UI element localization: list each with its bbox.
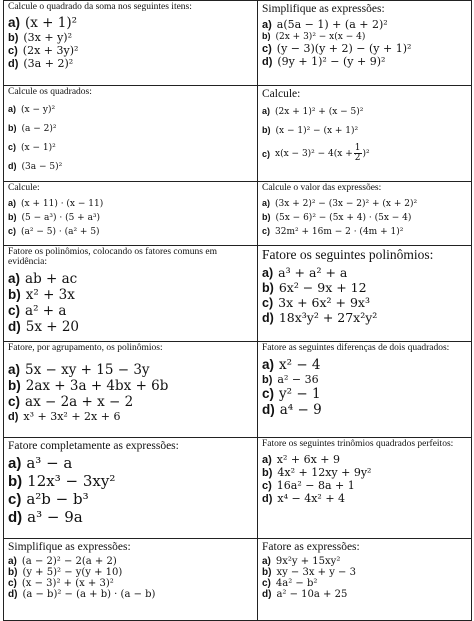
- exercise-cell: [4, 246, 258, 342]
- exercise-item: [8, 44, 253, 57]
- exercise-item: [8, 303, 253, 319]
- exercise-row: [4, 86, 472, 182]
- exercise-item: [8, 161, 253, 172]
- item-expression: x² − 4: [279, 356, 321, 373]
- exercise-item: [262, 55, 467, 68]
- item-label: b): [8, 473, 23, 491]
- exercise-item: [262, 295, 467, 310]
- item-expression: (5x − 6)² − (5x + 4) · (5x − 4): [275, 212, 412, 223]
- exercise-item: [8, 123, 253, 134]
- exercise-item: [262, 18, 467, 31]
- fraction: [354, 144, 362, 163]
- exercise-item: [8, 198, 253, 209]
- item-expression: 18x³y² + 27x²y²: [278, 310, 378, 326]
- item-expression: a⁴ − 9: [279, 401, 322, 418]
- exercise-cell: [258, 342, 472, 438]
- exercise-item: [8, 362, 253, 378]
- exercise-title: Simplifique as expressões:: [8, 541, 131, 553]
- item-label: a): [262, 556, 271, 568]
- exercise-cell: [258, 1, 472, 86]
- exercise-title: Fatore completamente as expressões:: [8, 440, 179, 452]
- exercise-item: [262, 466, 467, 479]
- item-expression: a²b − b³: [26, 490, 89, 509]
- item-label: a): [8, 270, 21, 286]
- item-label: a): [262, 106, 271, 117]
- item-label: c): [8, 578, 17, 590]
- item-label: c): [8, 393, 21, 409]
- item-expression: (x − 3)² + (x + 3)²: [21, 578, 114, 590]
- exercise-cell: [258, 86, 472, 182]
- item-expression: 16a² − 8a + 1: [276, 478, 355, 492]
- item-expression: 4a² − b²: [275, 578, 318, 590]
- item-expression: 32m² + 16m − 2 · (4m + 1)²: [275, 226, 404, 237]
- item-label: b): [8, 567, 18, 579]
- item-expression: )²: [362, 148, 370, 159]
- item-label: c): [262, 385, 275, 401]
- exercise-title: Fatore os seguintes trinômios quadrados perfeitos:: [262, 439, 454, 449]
- exercise-item: [8, 287, 253, 303]
- item-label: d): [8, 318, 21, 334]
- exercise-item: [262, 106, 467, 117]
- exercise-item: [8, 490, 253, 508]
- item-expression: (2x + 3y)²: [22, 43, 79, 57]
- exercise-item: [8, 57, 253, 70]
- item-expression: (3a + 2)²: [23, 56, 74, 70]
- exercise-item: [262, 492, 467, 505]
- exercise-cell: [258, 438, 472, 539]
- exercise-item: [262, 402, 467, 418]
- item-expression: a² + a: [25, 302, 67, 319]
- item-label: d): [8, 410, 19, 423]
- item-expression: (a² − 5) · (a² + 5): [21, 226, 100, 237]
- exercise-item: [8, 142, 253, 153]
- exercise-item: [262, 198, 467, 209]
- item-expression: (5 − a³) · (5 + a³): [21, 212, 101, 223]
- item-label: d): [262, 56, 273, 69]
- item-label: d): [8, 509, 23, 527]
- item-expression: (a − 2)² − 2(a + 2): [21, 556, 117, 568]
- exercise-row: [4, 182, 472, 246]
- exercise-title: Calcule:: [8, 183, 40, 193]
- item-expression: a² − 36: [277, 372, 319, 386]
- item-expression: (y − 3)(y + 2) − (y + 1)²: [276, 42, 412, 56]
- exercise-item: [8, 394, 253, 410]
- item-label: c): [262, 148, 271, 159]
- exercise-item: [8, 410, 253, 423]
- item-expression: x⁴ − 4x² + 4: [277, 491, 346, 505]
- item-expression: a² − 10a + 25: [276, 589, 348, 601]
- item-label: b): [262, 211, 271, 222]
- item-expression: 5x + 20: [25, 318, 80, 335]
- item-label: b): [262, 373, 273, 386]
- exercise-cell: [258, 246, 472, 342]
- item-expression: (y + 5)² − y(y + 10): [22, 567, 123, 579]
- exercise-cell: [258, 182, 472, 246]
- item-label: a): [8, 455, 22, 473]
- item-label: b): [8, 286, 21, 302]
- item-label: a): [262, 266, 274, 281]
- item-expression: y² − 1: [279, 385, 321, 402]
- item-label: b): [8, 31, 19, 44]
- item-label: c): [262, 296, 274, 311]
- item-label: c): [8, 44, 18, 57]
- exercise-title: Fatore as expressões:: [262, 541, 360, 553]
- item-expression: 3x + 6x² + 9x³: [278, 295, 370, 311]
- exercise-item: [8, 454, 253, 472]
- item-label: a): [8, 556, 17, 568]
- exercise-title: Fatore os seguintes polinômios:: [262, 247, 434, 262]
- item-label: b): [262, 125, 271, 136]
- exercise-item: [8, 104, 253, 115]
- item-expression: (3x + y)²: [23, 30, 73, 44]
- exercise-item: [8, 226, 253, 237]
- exercise-item: [262, 31, 467, 42]
- item-label: c): [8, 302, 21, 318]
- item-expression: ax − 2a + x − 2: [25, 393, 134, 410]
- item-label: b): [8, 211, 17, 222]
- item-expression: (3a − 5)²: [21, 161, 63, 172]
- exercise-title: Simplifique as expressões:: [262, 3, 385, 15]
- exercise-title: Calcule o quadrado da soma nos seguintes itens:: [8, 2, 192, 12]
- item-label: d): [262, 401, 275, 417]
- item-label: a): [262, 19, 272, 32]
- exercise-cell: [4, 86, 258, 182]
- item-label: a): [262, 356, 275, 372]
- item-expression: (x +: [333, 148, 353, 159]
- item-expression: 5x − xy + 15 − 3y: [25, 361, 150, 378]
- exercise-item: [262, 125, 467, 136]
- item-expression: ab + ac: [25, 270, 78, 287]
- item-label: d): [8, 57, 19, 70]
- exercise-item: [262, 280, 467, 295]
- exercise-item: [262, 386, 467, 402]
- item-expression: (2x + 1)² + (x − 5)²: [275, 107, 364, 118]
- exercise-item: [8, 31, 253, 44]
- exercise-item: [8, 567, 253, 578]
- exercise-item: [262, 567, 467, 578]
- item-expression: (x − 1)² − (x + 1)²: [275, 126, 359, 137]
- exercise-item: [262, 226, 467, 237]
- item-label: c): [262, 578, 271, 590]
- item-label: b): [8, 377, 21, 393]
- item-expression: 4x² + 12xy + 9y²: [277, 465, 372, 479]
- exercise-item: [262, 144, 467, 163]
- item-expression: (x + 1)²: [25, 14, 78, 31]
- item-expression: a³ + a² + a: [278, 265, 348, 281]
- item-label: a): [262, 453, 272, 466]
- exercise-table: [3, 0, 472, 621]
- exercise-title: Calcule o valor das expressões:: [262, 183, 382, 193]
- item-label: b): [262, 567, 272, 579]
- item-label: d): [8, 589, 18, 601]
- item-expression: 9x²y + 15xy²: [275, 556, 341, 568]
- exercise-item: [262, 589, 467, 600]
- exercise-row: [4, 1, 472, 86]
- exercise-item: [262, 42, 467, 55]
- item-expression: a³ − a: [26, 454, 73, 473]
- item-expression: (x − y)²: [21, 104, 56, 115]
- item-label: b): [262, 281, 274, 296]
- item-expression: x² + 3x: [25, 286, 75, 303]
- exercise-item: [262, 479, 467, 492]
- item-expression: (9y + 1)² − (y + 9)²: [277, 55, 386, 69]
- exercise-item: [8, 212, 253, 223]
- exercise-cell: [4, 342, 258, 438]
- item-label: c): [262, 479, 272, 492]
- exercise-item: [262, 556, 467, 567]
- exercise-item: [262, 212, 467, 223]
- item-label: c): [8, 491, 22, 509]
- exercise-row: [4, 342, 472, 438]
- exercise-item: [8, 319, 253, 335]
- exercise-cell: [4, 438, 258, 539]
- exercise-item: [8, 556, 253, 567]
- exercise-item: [262, 578, 467, 589]
- item-label: c): [262, 43, 272, 56]
- exercise-row: [4, 539, 472, 621]
- item-label: d): [262, 492, 273, 505]
- item-expression: a³ − 9a: [27, 508, 83, 527]
- item-expression: 6x² − 9x + 12: [278, 280, 367, 296]
- item-expression: 12x³ − 3xy²: [27, 472, 116, 491]
- item-expression: a(5a − 1) + (a + 2)²: [276, 18, 388, 32]
- exercise-title: Fatore as seguintes diferenças de dois quadrados:: [262, 343, 450, 353]
- exercise-row: [4, 246, 472, 342]
- item-label: c): [8, 225, 17, 236]
- exercise-item: [8, 378, 253, 394]
- item-label: d): [262, 311, 274, 326]
- item-label: a): [8, 361, 21, 377]
- exercise-item: [8, 508, 253, 526]
- item-label: b): [262, 466, 273, 479]
- exercise-item: [8, 271, 253, 287]
- exercise-cell: [4, 1, 258, 86]
- exercise-item: [262, 373, 467, 386]
- item-label: d): [262, 589, 272, 601]
- item-label: b): [262, 31, 271, 42]
- exercise-item: [8, 578, 253, 589]
- item-label: a): [8, 103, 17, 114]
- exercise-cell: [4, 539, 258, 621]
- item-expression: 2ax + 3a + 4bx + 6b: [25, 377, 169, 394]
- item-expression: (3x + 2)² − (3x − 2)² + (x + 2)²: [275, 198, 418, 209]
- exercise-row: [4, 438, 472, 539]
- exercise-cell: [258, 539, 472, 621]
- exercise-item: [262, 357, 467, 373]
- item-label: c): [8, 141, 17, 152]
- exercise-cell: [4, 182, 258, 246]
- item-expression: (a − 2)²: [21, 123, 57, 134]
- item-expression: xy − 3x + y − 3: [276, 567, 356, 579]
- exercise-title: Fatore os polinômios, colocando os fatores comuns em evidência:: [8, 247, 217, 267]
- item-label: a): [8, 197, 17, 208]
- item-expression: (x + 11) · (x − 11): [21, 198, 104, 209]
- item-expression: (a − b)² − (a + b) · (a − b): [22, 589, 156, 601]
- item-expression: x³ + 3x² + 2x + 6: [23, 409, 121, 423]
- exercise-title: Calcule os quadrados:: [8, 87, 92, 97]
- exercise-item: [8, 472, 253, 490]
- item-label: c): [262, 225, 271, 236]
- exercise-item: [262, 265, 467, 280]
- item-expression: (2x + 3)² − x(x − 4): [275, 32, 366, 43]
- item-expression: (x − 1)²: [21, 142, 56, 153]
- exercise-title: Calcule:: [262, 88, 301, 100]
- item-label: a): [262, 197, 271, 208]
- exercise-item: [8, 589, 253, 600]
- exercise-item: [262, 453, 467, 466]
- item-expression: x(x − 3)² − 4: [275, 148, 334, 159]
- fraction-numerator: 1: [354, 143, 361, 154]
- exercise-title: Fatore, por agrupamento, os polinômios:: [8, 343, 163, 353]
- item-expression: x² + 6x + 9: [276, 452, 341, 466]
- item-label: a): [8, 14, 21, 30]
- exercise-item: [8, 15, 253, 31]
- exercise-item: [262, 310, 467, 325]
- item-label: b): [8, 122, 17, 133]
- item-label: d): [8, 160, 17, 171]
- fraction-denominator: 2: [354, 153, 361, 164]
